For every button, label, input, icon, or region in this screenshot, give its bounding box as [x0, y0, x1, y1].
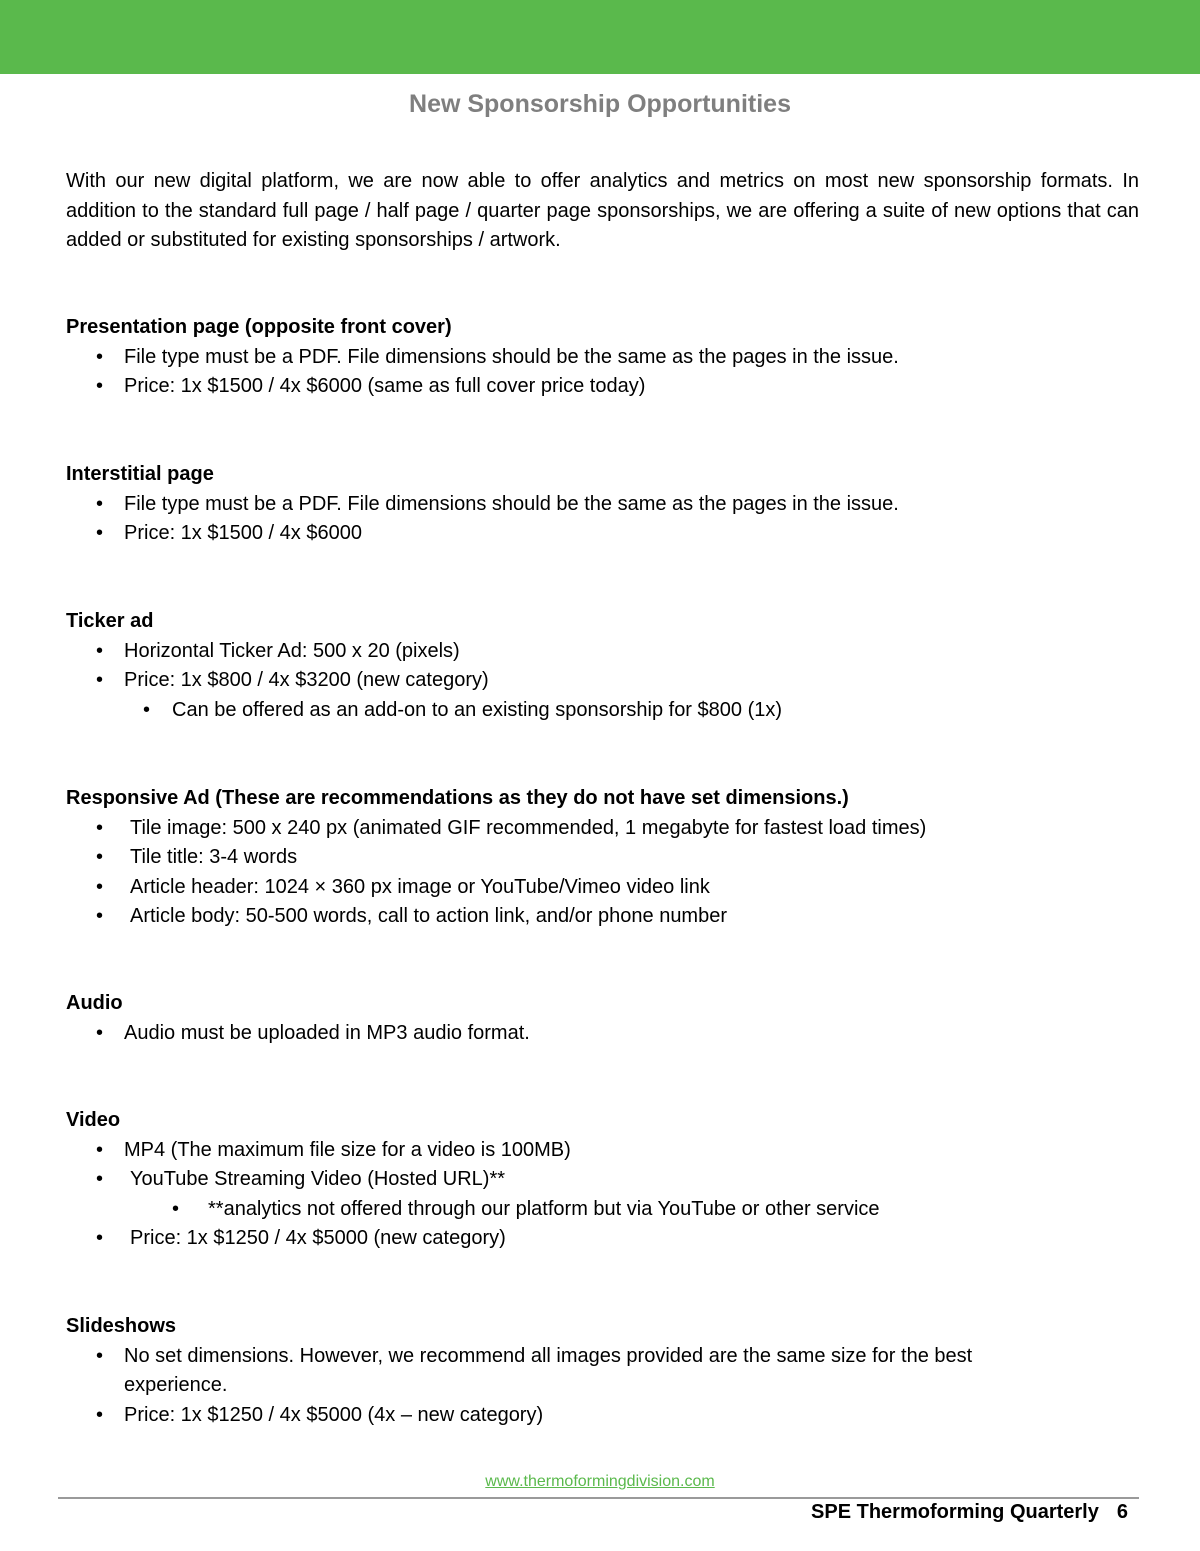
list-item: • No set dimensions. However, we recommend all images provided are the same size for the best experience.: [66, 1342, 1026, 1401]
list-item: • Article body: 50-500 words, call to action link, and/or phone number: [66, 902, 1146, 932]
list-item: • Tile title: 3-4 words: [66, 843, 1146, 873]
section-title: Responsive Ad (These are recommendations as they do not have set dimensions.): [66, 787, 849, 809]
bullet-list: [66, 343, 1146, 402]
section-title: Interstitial page: [66, 463, 214, 485]
page-title: New Sponsorship Opportunities: [409, 90, 791, 118]
section-title: Video: [66, 1109, 121, 1131]
footer-divider: [58, 1497, 1139, 1499]
header-band: [0, 0, 1200, 74]
list-item: • MP4 (The maximum file size for a video is 100MB): [66, 1136, 1146, 1166]
list-item: • Price: 1x $1500 / 4x $6000: [66, 519, 1146, 549]
bullet-list: [66, 637, 1146, 726]
list-item: • File type must be a PDF. File dimensions should be the same as the pages in the issue.: [66, 343, 1146, 373]
bullet-list: [66, 1136, 1146, 1254]
list-item: • Audio must be uploaded in MP3 audio format.: [66, 1019, 1146, 1049]
bullet-list: [66, 1019, 1146, 1049]
section-video: [66, 1106, 1146, 1254]
section-responsive-ad: [66, 784, 1146, 932]
bullet-list: [66, 1342, 1026, 1431]
list-item: • Can be offered as an add-on to an existing sponsorship for $800 (1x): [66, 696, 1146, 726]
section-title: Presentation page (opposite front cover): [66, 316, 452, 338]
publication-name: SPE Thermoforming Quarterly: [811, 1501, 1099, 1523]
section-slideshows: [66, 1312, 1026, 1430]
website-link[interactable]: www.thermoformingdivision.com: [485, 1473, 715, 1490]
section-title: Slideshows: [66, 1315, 177, 1337]
list-item: • Price: 1x $1250 / 4x $5000 (new category): [66, 1224, 1146, 1254]
page-number: 6: [1116, 1501, 1128, 1523]
list-item: • File type must be a PDF. File dimensions should be the same as the pages in the issue.: [66, 490, 1146, 520]
section-audio: [66, 989, 1146, 1048]
section-title: Audio: [66, 992, 123, 1014]
list-item: • **analytics not offered through our platform but via YouTube or other service: [66, 1195, 1146, 1225]
list-item: • Article header: 1024 × 360 px image or YouTube/Vimeo video link: [66, 873, 1146, 903]
list-item: • Tile image: 500 x 240 px (animated GIF recommended, 1 megabyte for fastest load times): [66, 814, 1146, 844]
bullet-list: [66, 814, 1146, 932]
bullet-list: [66, 490, 1146, 549]
section-interstitial-page: [66, 460, 1146, 549]
footer-publication: [811, 1501, 1128, 1524]
list-item: • Price: 1x $800 / 4x $3200 (new category): [66, 666, 1146, 696]
list-item: • Price: 1x $1500 / 4x $6000 (same as full cover price today): [66, 372, 1146, 402]
section-title: Ticker ad: [66, 610, 154, 632]
list-item: • Price: 1x $1250 / 4x $5000 (4x – new category): [66, 1401, 1026, 1431]
list-item: • YouTube Streaming Video (Hosted URL)**: [66, 1165, 1146, 1195]
section-ticker-ad: [66, 607, 1146, 725]
section-presentation-page: [66, 313, 1146, 402]
list-item: • Horizontal Ticker Ad: 500 x 20 (pixels): [66, 637, 1146, 667]
intro-paragraph: With our new digital platform, we are now able to offer analytics and metrics on most new sponsorship formats. In addition to the standard full page / half page / quarter page sponsorships, we are offering a suite of new options that can added or substituted for existing sponsorships / artwork.: [66, 170, 1139, 251]
